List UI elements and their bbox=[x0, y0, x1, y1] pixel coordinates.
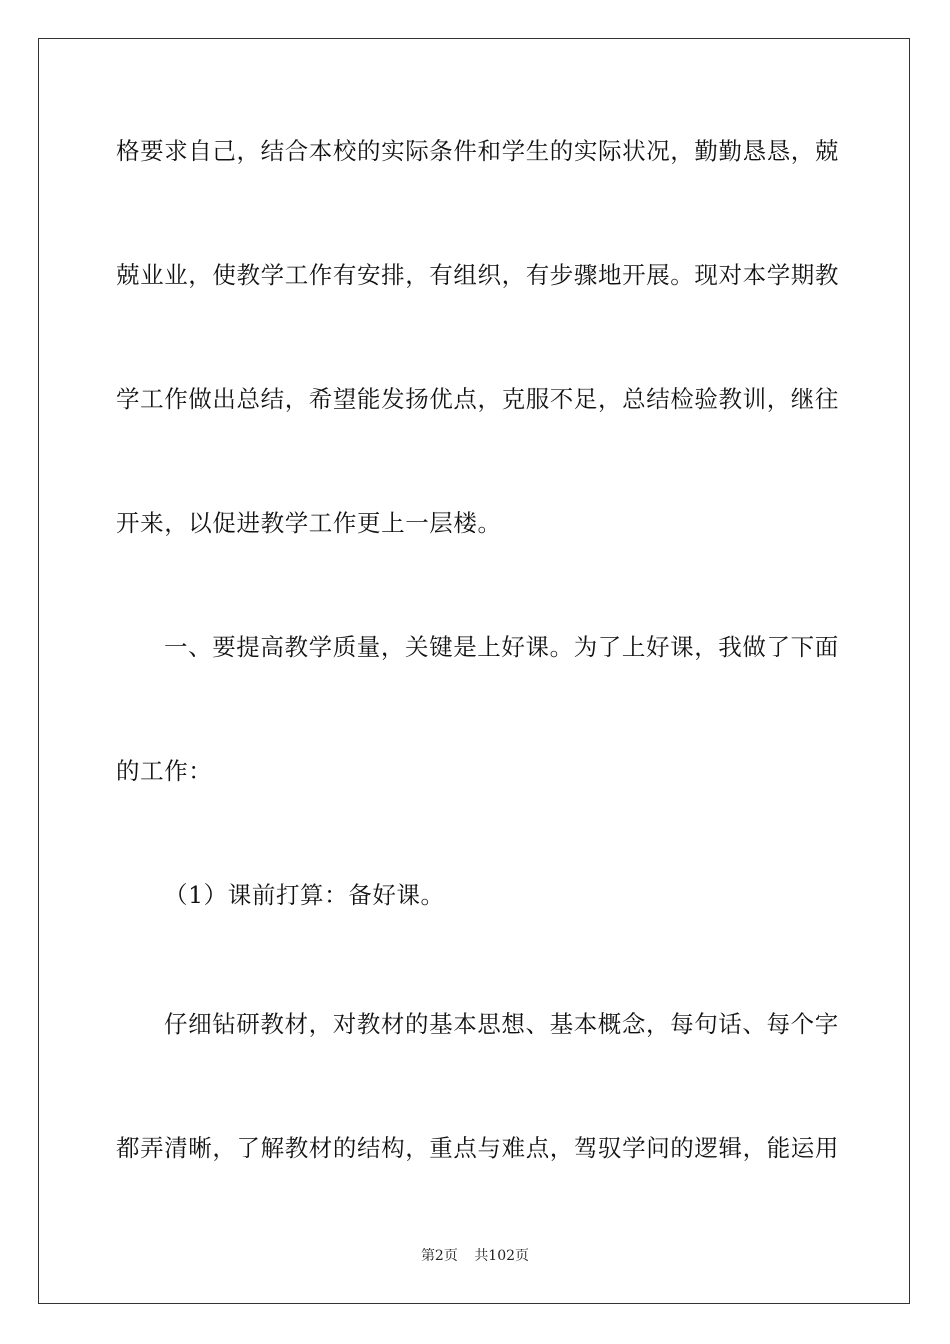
text-line-7: （1）课前打算：备好课。 bbox=[164, 881, 445, 909]
text-line-2: 兢业业，使教学工作有安排，有组织，有步骤地开展。现对本学期教 bbox=[116, 261, 839, 289]
text-line-1: 格要求自己，结合本校的实际条件和学生的实际状况，勤勤恳恳，兢 bbox=[116, 137, 839, 165]
text-line-3: 学工作做出总结，希望能发扬优点，克服不足，总结检验教训，继往 bbox=[116, 385, 839, 413]
page-border bbox=[38, 38, 910, 1304]
text-line-6: 的工作： bbox=[116, 757, 213, 785]
page-number: 第2页 bbox=[420, 1248, 458, 1264]
text-line-8: 仔细钻研教材，对教材的基本思想、基本概念，每句话、每个字 bbox=[164, 1010, 839, 1038]
text-line-9: 都弄清晰，了解教材的结构，重点与难点，驾驭学问的逻辑，能运用 bbox=[116, 1134, 839, 1162]
text-line-4: 开来，以促进教学工作更上一层楼。 bbox=[116, 509, 502, 537]
page-total: 共102页 bbox=[474, 1248, 530, 1264]
page-footer bbox=[0, 1247, 950, 1265]
text-line-5: 一、要提高教学质量，关键是上好课。为了上好课，我做了下面 bbox=[164, 633, 839, 661]
